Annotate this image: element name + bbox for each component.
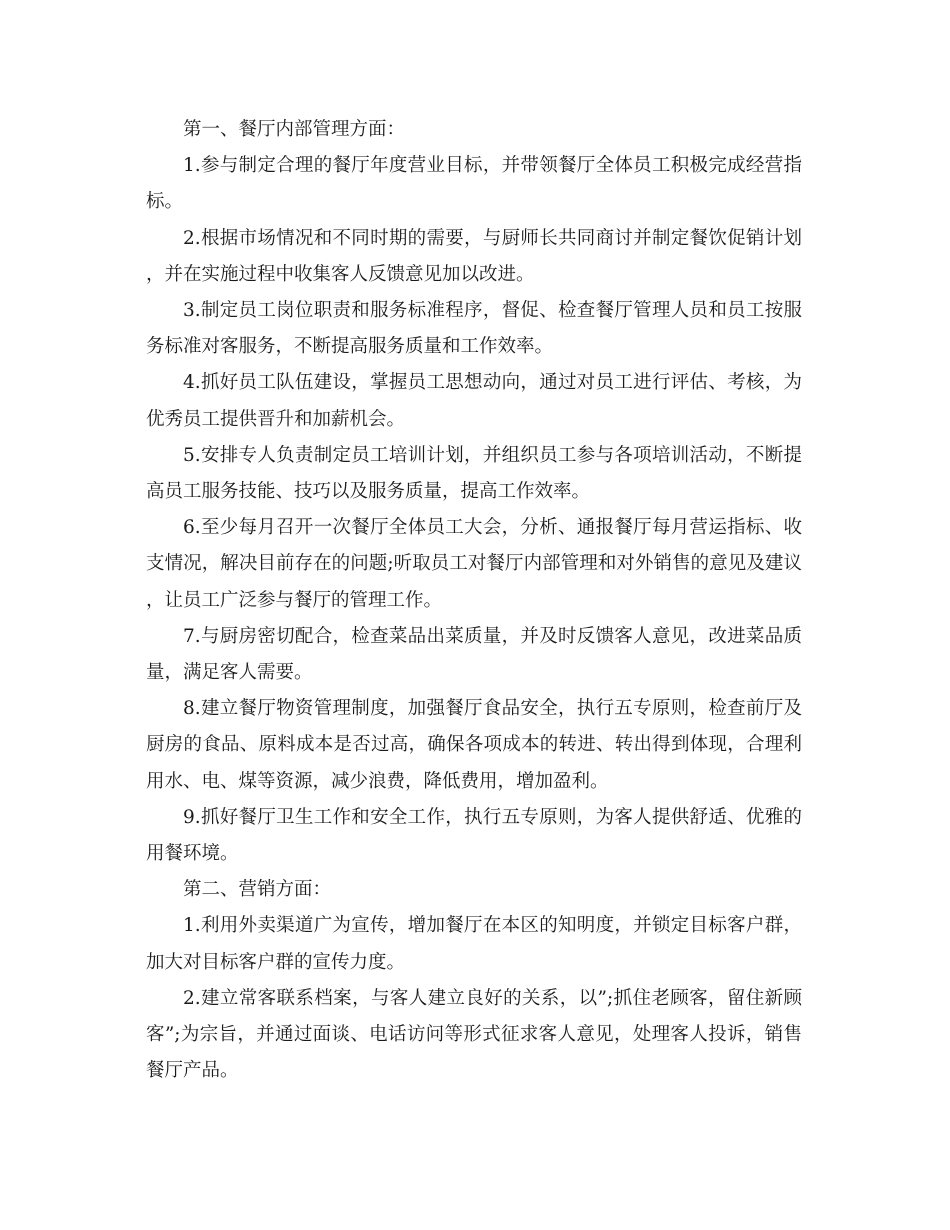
paragraph-item-3: 3.制定员工岗位职责和服务标准程序，督促、检查餐厅管理人员和员工按服务标准对客服务，不断提高服务质量和工作效率。 <box>146 300 802 358</box>
section-heading-internal-management: 第一、餐厅内部管理方面： <box>183 119 406 140</box>
paragraph-marketing-item-1: 1.利用外卖渠道广为宣传，增加餐厅在本区的知明度，并锁定目标客户群，加大对目标客户群的宣传力度。 <box>146 915 802 973</box>
paragraph-item-1: 1.参与制定合理的餐厅年度营业目标，并带领餐厅全体员工积极完成经营指标。 <box>146 155 802 213</box>
paragraph-marketing-item-2: 2.建立常客联系档案，与客人建立良好的关系，以”;抓住老顾客，留住新顾客”;为宗旨，并通过面谈、电话访问等形式征求客人意见，处理客人投诉，销售餐厅产品。 <box>146 987 802 1082</box>
paragraph-item-4: 4.抓好员工队伍建设，掌握员工思想动向，通过对员工进行评估、考核，为优秀员工提供晋升和加薪机会。 <box>146 372 802 430</box>
document-body <box>146 112 802 1089</box>
paragraph-item-5: 5.安排专人负责制定员工培训计划，并组织员工参与各项培训活动，不断提高员工服务技能、技巧以及服务质量，提高工作效率。 <box>146 444 802 503</box>
paragraph-item-2: 2.根据市场情况和不同时期的需要，与厨师长共同商讨并制定餐饮促销计划，并在实施过程中收集客人反馈意见加以改进。 <box>146 227 802 285</box>
paragraph-item-9: 9.抓好餐厅卫生工作和安全工作，执行五专原则，为客人提供舒适、优雅的用餐环境。 <box>146 806 802 865</box>
paragraph-item-7: 7.与厨房密切配合，检查菜品出菜质量，并及时反馈客人意见，改进菜品质量，满足客人需要。 <box>146 625 802 684</box>
section-heading-marketing: 第二、营销方面： <box>183 879 332 901</box>
paragraph-item-6: 6.至少每月召开一次餐厅全体员工大会，分析、通报餐厅每月营运指标、收支情况，解决目前存在的问题;听取员工对餐厅内部管理和对外销售的意见及建议，让员工广泛参与餐厅的管理工作。 <box>146 517 802 611</box>
paragraph-item-8: 8.建立餐厅物资管理制度，加强餐厅食品安全，执行五专原则，检查前厅及厨房的食品、原料成本是否过高，确保各项成本的转进、转出得到体现，合理利用水、电、煤等资源，减少浪费，降低费用，增加盈利。 <box>146 698 802 792</box>
